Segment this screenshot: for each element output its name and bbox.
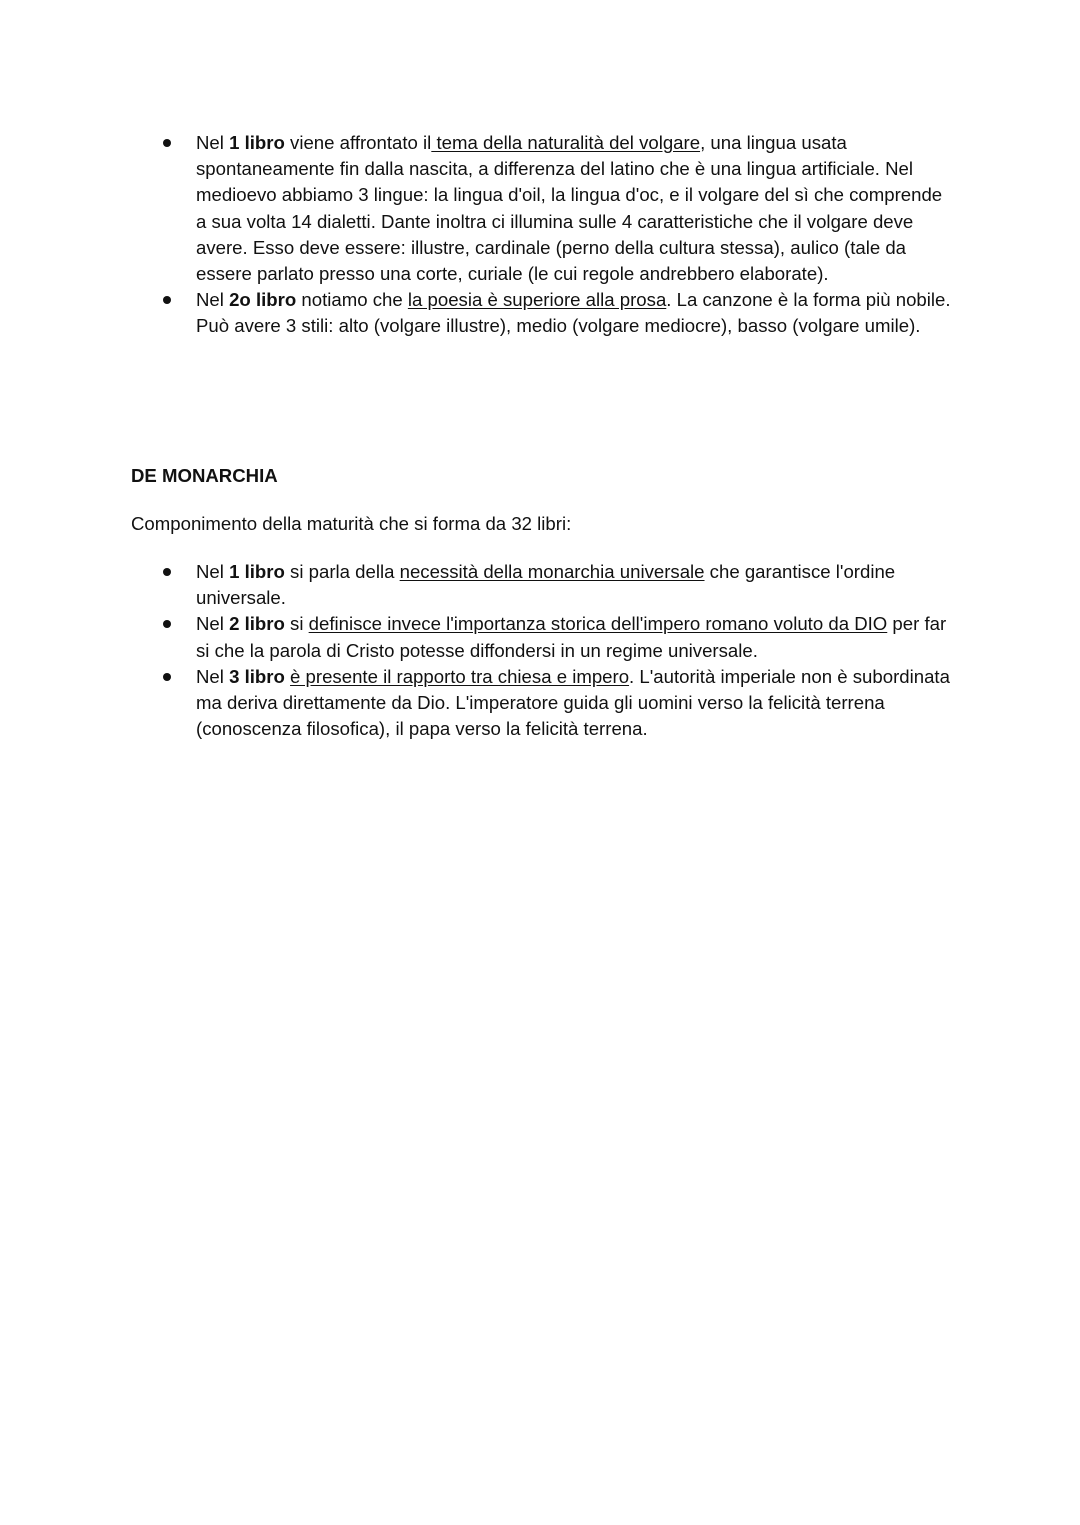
list-item: Nel 1 libro si parla della necessità della monarchia universale che garantisce l'ordine universale. [196, 559, 956, 611]
book-label: 1 libro [229, 132, 285, 153]
section-intro: Componimento della maturità che si forma da 32 libri: [131, 513, 572, 534]
bullet-icon [163, 568, 171, 576]
bullet-icon [163, 620, 171, 628]
bullet-icon [163, 673, 171, 681]
list-item: Nel 1 libro viene affrontato il tema della naturalità del volgare, una lingua usata spontaneamente fin dalla nascita, a differenza del latino che è una lingua artificiale. Nel medioevo abbiamo 3 lingue: la lingua d'oil, la lingua d'oc, e il volgare del sì che comprende a sua volta 14 dialetti. Dante inoltra ci illumina sulle 4 caratteristiche che il volgare deve avere. Esso deve essere: illustre, cardinale (perno della cultura stessa), aulico (tale da essere parlato presso una corte, curiale (le cui regole andrebbero elaborate). [196, 130, 956, 287]
underlined-phrase: definisce invece l'importanza storica dell'impero romano voluto da DIO [308, 613, 888, 635]
book-label: 3 libro [229, 665, 285, 687]
book-label: 2o libro [229, 289, 297, 311]
volgare-bullet-list [196, 130, 956, 340]
book-label: 2 libro [229, 613, 285, 635]
underlined-phrase: necessità della monarchia universale [399, 561, 705, 582]
bullet-icon [163, 139, 171, 147]
list-item: Nel 3 libro è presente il rapporto tra chiesa e impero. L'autorità imperiale non è subordinata ma deriva direttamente da Dio. L'imperatore guida gli uomini verso la felicità terrena (conoscenza filosofica), il papa verso la felicità terrena. [196, 664, 956, 743]
underlined-phrase: è presente il rapporto tra chiesa e impero [290, 665, 630, 687]
list-item: Nel 2o libro notiamo che la poesia è superiore alla prosa. La canzone è la forma più nobile. Può avere 3 stili: alto (volgare illustre), medio (volgare mediocre), basso (volgare umile). [196, 287, 956, 339]
underlined-phrase: la poesia è superiore alla prosa [407, 289, 667, 311]
list-item: Nel 2 libro si definisce invece l'importanza storica dell'impero romano voluto da DIO per far si che la parola di Cristo potesse diffondersi in un regime universale. [196, 611, 956, 663]
bullet-icon [163, 296, 171, 304]
underlined-phrase: tema della naturalità del volgare [431, 132, 701, 153]
section-heading: DE MONARCHIA [131, 465, 278, 486]
monarchia-bullet-list [196, 559, 956, 742]
book-label: 1 libro [229, 561, 285, 582]
